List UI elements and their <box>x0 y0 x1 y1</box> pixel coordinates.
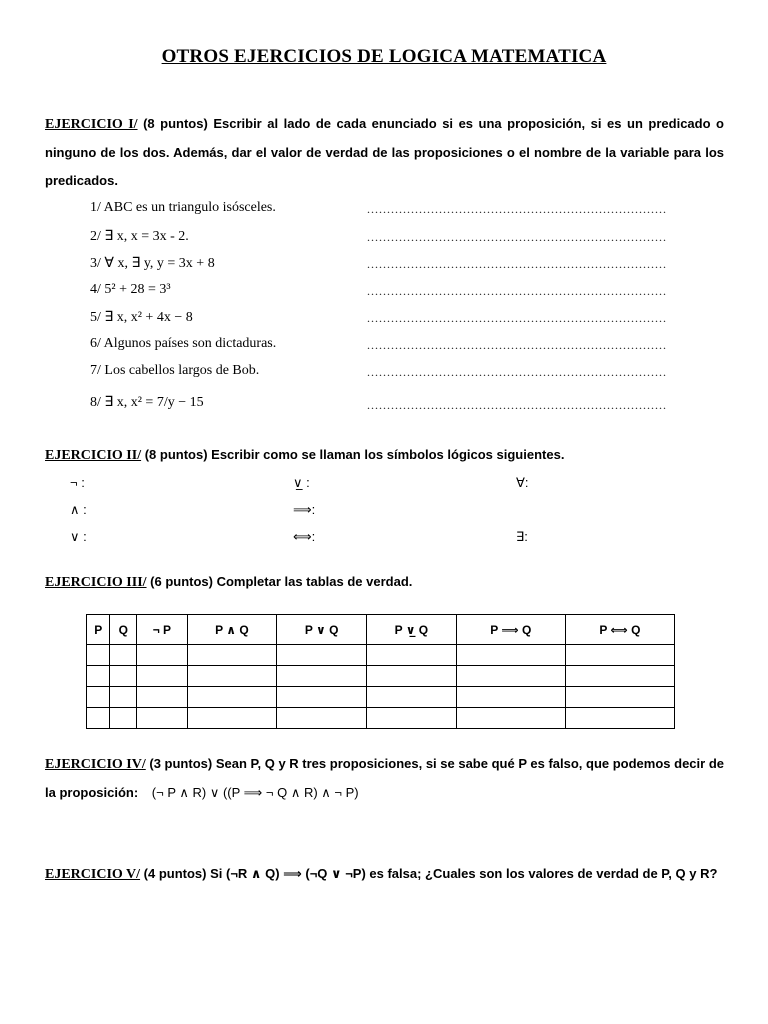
symbol-forall: ∀: <box>516 475 529 490</box>
table-cell[interactable] <box>137 645 187 666</box>
column-header-p-xor-q: P ∨̲ Q <box>367 615 457 645</box>
table-cell[interactable] <box>137 708 187 729</box>
truth-table <box>86 614 675 729</box>
table-cell[interactable] <box>110 708 137 729</box>
exercise-5-text: (4 puntos) Si (¬R ∧ Q) ⟹ (¬Q ∨ ¬P) es falsa; ¿Cuales son los valores de verdad de P, Q y R? <box>143 866 718 881</box>
table-cell[interactable] <box>187 645 277 666</box>
exercise-1-statement <box>45 110 724 195</box>
exercise-2-statement <box>45 441 724 470</box>
table-cell[interactable] <box>277 645 367 666</box>
exercise-4-text: (3 puntos) Sean P, Q y R tres proposiciones, si se sabe qué P es falso, que podemos decir de la proposición: <box>45 756 724 800</box>
symbol-xor: ∨̲ : <box>293 475 310 490</box>
table-cell[interactable] <box>367 645 457 666</box>
table-row <box>87 708 675 729</box>
symbol-implies: ⟹: <box>293 502 316 517</box>
table-cell[interactable] <box>565 708 674 729</box>
symbol-iff: ⟺: <box>293 529 316 544</box>
table-cell[interactable] <box>110 666 137 687</box>
exercise-1-item-3: 3/ ∀ x, ∃ y, y = 3x + 8 <box>90 256 215 271</box>
table-row <box>87 666 675 687</box>
exercise-1-item-5: 5/ ∃ x, x² + 4x − 8 <box>90 310 193 325</box>
exercise-1-text: (8 puntos) Escribir al lado de cada enunciado si es una proposición, si es un predicado o ninguno de los dos. Además, dar el valor de verdad de las proposiciones o el nombre de la variable para los predicados. <box>45 116 725 188</box>
exercise-1-item-8: 8/ ∃ x, x² = 7/y − 15 <box>90 395 204 410</box>
table-row <box>87 645 675 666</box>
table-cell[interactable] <box>87 708 110 729</box>
table-cell[interactable] <box>565 687 674 708</box>
exercise-2-text: (8 puntos) Escribir como se llaman los símbolos lógicos siguientes. <box>144 447 565 462</box>
exercise-3-text: (6 puntos) Completar las tablas de verdad. <box>150 574 413 589</box>
exercise-3-statement <box>45 568 724 597</box>
exercise-3-heading: EJERCICIO III/ <box>45 575 147 590</box>
exercise-4-heading: EJERCICIO IV/ <box>45 757 146 772</box>
symbol-and: ∧ : <box>70 502 87 517</box>
column-header-p-iff-q: P ⟺ Q <box>565 615 674 645</box>
exercise-1-heading: EJERCICIO I/ <box>45 117 138 132</box>
table-cell[interactable] <box>456 645 565 666</box>
table-cell[interactable] <box>367 687 457 708</box>
table-cell[interactable] <box>187 708 277 729</box>
column-header-p-implies-q: P ⟹ Q <box>456 615 565 645</box>
symbol-exists: ∃: <box>516 529 528 544</box>
table-row <box>87 687 675 708</box>
answer-line-7[interactable]: ........................................................................... <box>367 365 667 379</box>
exercise-1-item-1: 1/ ABC es un triangulo isósceles. <box>90 200 276 215</box>
table-cell[interactable] <box>87 666 110 687</box>
table-cell[interactable] <box>565 666 674 687</box>
table-cell[interactable] <box>456 687 565 708</box>
table-cell[interactable] <box>110 645 137 666</box>
exercise-5-statement <box>45 860 724 889</box>
exercise-4-formula: (¬ P ∧ R) ∨ ((P ⟹ ¬ Q ∧ R) ∧ ¬ P) <box>151 785 359 800</box>
column-header-q: Q <box>110 615 137 645</box>
table-cell[interactable] <box>187 666 277 687</box>
table-cell[interactable] <box>277 666 367 687</box>
column-header-p-or-q: P ∨ Q <box>277 615 367 645</box>
column-header-p-and-q: P ∧ Q <box>187 615 277 645</box>
table-cell[interactable] <box>565 645 674 666</box>
symbol-not: ¬ : <box>70 475 85 490</box>
table-cell[interactable] <box>87 645 110 666</box>
column-header-p: P <box>87 615 110 645</box>
answer-line-6[interactable]: ........................................................................... <box>367 338 667 352</box>
table-cell[interactable] <box>110 687 137 708</box>
exercise-1-item-6: 6/ Algunos países son dictaduras. <box>90 336 277 351</box>
answer-line-8[interactable]: ........................................................................... <box>367 398 667 412</box>
table-cell[interactable] <box>137 687 187 708</box>
exercise-1-item-2: 2/ ∃ x, x = 3x - 2. <box>90 229 189 244</box>
page-title: OTROS EJERCICIOS DE LOGICA MATEMATICA <box>161 46 607 67</box>
answer-line-5[interactable]: ........................................................................... <box>367 311 667 325</box>
exercise-4-statement <box>45 750 724 807</box>
answer-line-3[interactable]: ........................................................................... <box>367 257 667 271</box>
table-cell[interactable] <box>367 708 457 729</box>
exercise-5-heading: EJERCICIO V/ <box>45 867 141 882</box>
table-cell[interactable] <box>367 666 457 687</box>
column-header-not-p: ¬ P <box>137 615 187 645</box>
table-cell[interactable] <box>456 708 565 729</box>
answer-line-2[interactable]: ........................................................................... <box>367 230 667 244</box>
symbol-or: ∨ : <box>70 529 87 544</box>
table-cell[interactable] <box>137 666 187 687</box>
truth-table-header-row <box>87 615 675 645</box>
exercise-2-heading: EJERCICIO II/ <box>45 448 142 463</box>
answer-line-1[interactable]: ........................................................................... <box>367 202 667 216</box>
table-cell[interactable] <box>277 708 367 729</box>
table-cell[interactable] <box>187 687 277 708</box>
exercise-1-item-7: 7/ Los cabellos largos de Bob. <box>90 363 260 378</box>
table-cell[interactable] <box>87 687 110 708</box>
table-cell[interactable] <box>456 666 565 687</box>
table-cell[interactable] <box>277 687 367 708</box>
exercise-1-item-4: 4/ 5² + 28 = 3³ <box>90 282 171 297</box>
answer-line-4[interactable]: ........................................................................... <box>367 284 667 298</box>
